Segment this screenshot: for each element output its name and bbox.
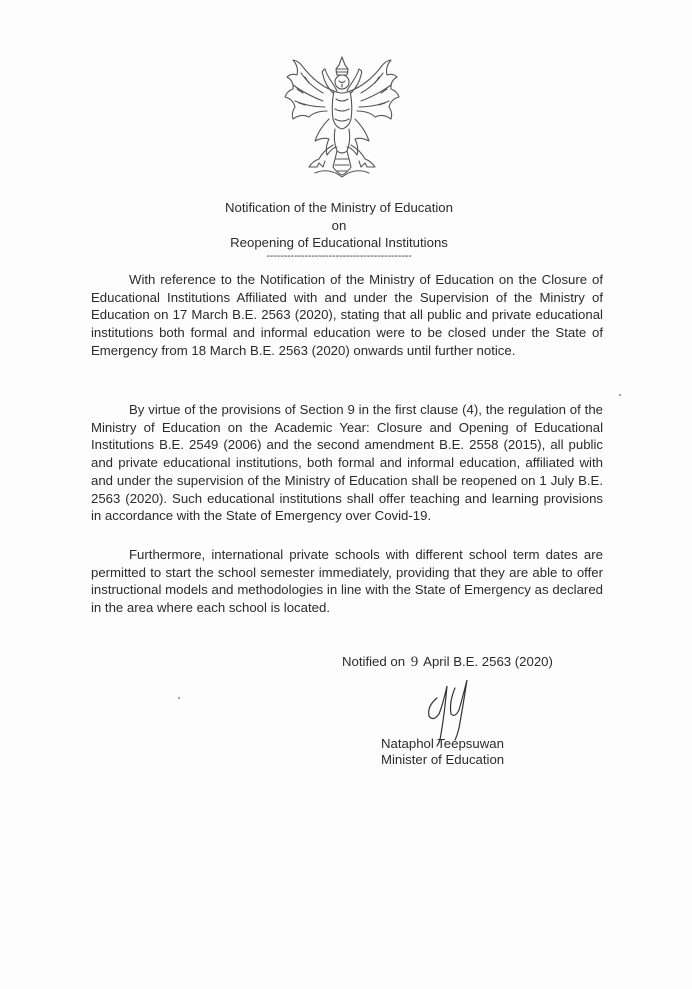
paragraph-international-schools: Furthermore, international private schools with different school term dates are permitted to start the school semester immediately, providing that they are able to offer instructional models and methodologies in line with the State of Emergency as declared in the area where each school is located. — [91, 547, 603, 616]
signer-title: Minister of Education — [381, 752, 505, 767]
notice-subject: Reopening of Educational Institutions — [230, 235, 448, 250]
garuda-emblem-icon — [279, 55, 405, 180]
signer-name: Nataphol Teepsuwan — [381, 736, 504, 751]
scan-speck — [619, 394, 621, 396]
notice-title: Notification of the Ministry of Education — [225, 200, 453, 215]
scan-speck — [178, 697, 180, 699]
notice-title-connector: on — [331, 218, 347, 233]
notified-suffix: April B.E. 2563 (2020) — [423, 654, 553, 669]
heading-divider: ------------------------------------------ — [266, 250, 412, 262]
notified-day-handwritten: 9 — [410, 654, 419, 670]
paragraph-reference: With reference to the Notification of the Ministry of Education on the Closure of Educational Institutions Affiliated with and under the Supervision of the Ministry of Education on 17 March B.E. 2563 (2020), stating that all public and private educational institutions both formal and informal education were to be closed under the State of Emergency from 18 March B.E. 2563 (2020) onwards until further notice. — [91, 272, 603, 358]
notified-date — [342, 654, 553, 671]
paragraph-provisions: By virtue of the provisions of Section 9 in the first clause (4), the regulation of the Ministry of Education on the Academic Year: Closure and Opening of Educational Institutions B.E. 2549 (2006) and the second amendment B.E. 2558 (2015), all public and private educational institutions, both formal and informal education, affiliated with and under the supervision of the Ministry of Education shall be reopened on 1 July B.E. 2563 (2020). Such educational institutions shall offer teaching and learning provisions in accordance with the State of Emergency over Covid-19. — [91, 402, 603, 524]
notified-prefix: Notified on — [342, 654, 406, 669]
